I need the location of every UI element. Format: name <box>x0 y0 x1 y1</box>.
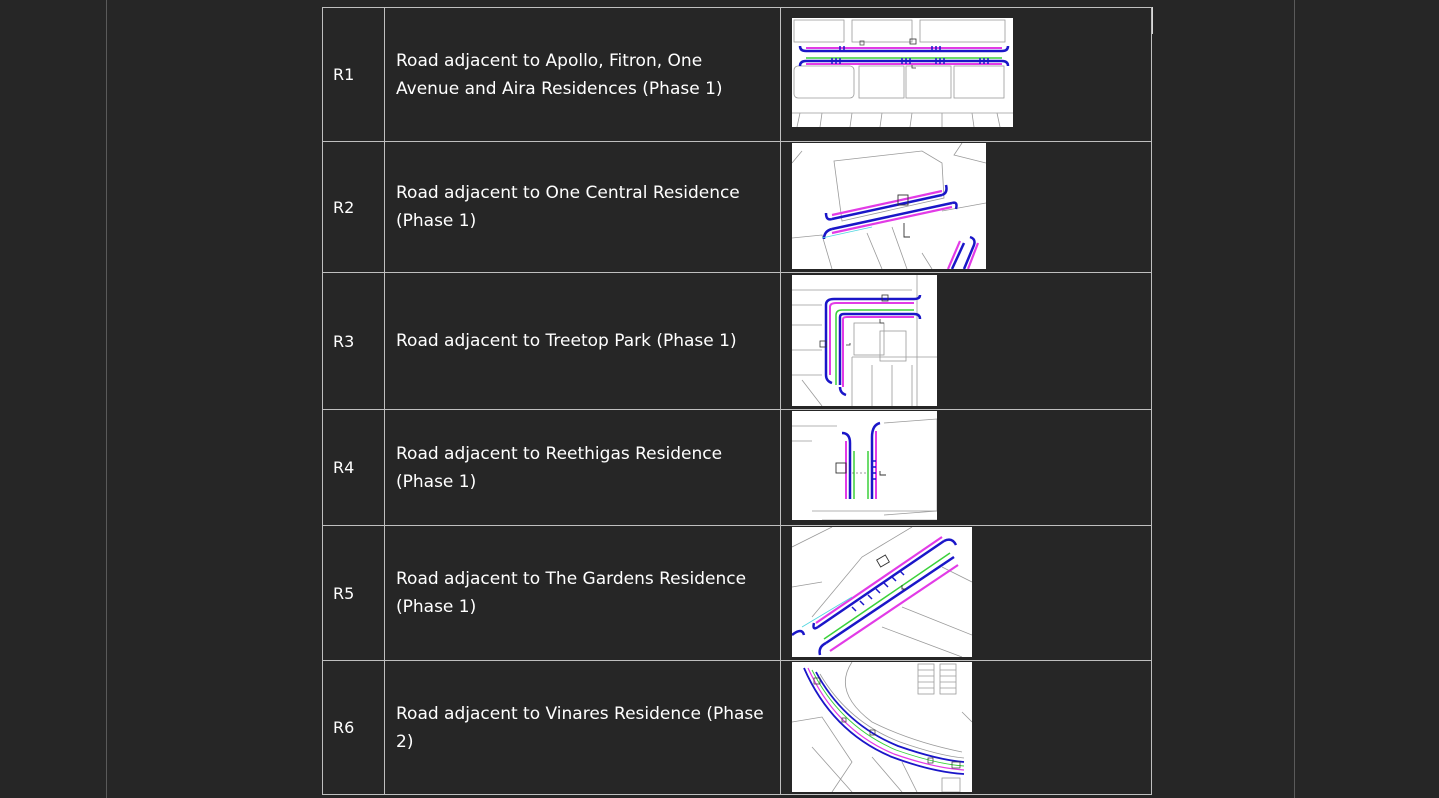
road-plan-map-straight[interactable] <box>792 18 1013 127</box>
road-id-cell[interactable] <box>322 272 385 410</box>
road-plan-map-corner[interactable] <box>792 275 937 406</box>
table-row <box>322 272 1152 410</box>
road-description-cell[interactable] <box>384 525 781 661</box>
road-description: Road adjacent to Apollo, Fitron, One Avenue and Aira Residences (Phase 1) <box>396 50 723 99</box>
road-id-cell[interactable] <box>322 525 385 661</box>
road-id-cell[interactable] <box>322 409 385 526</box>
road-plan-map-diagonal-steep[interactable] <box>792 527 972 657</box>
road-description-cell[interactable] <box>384 7 781 142</box>
road-description: Road adjacent to Vinares Residence (Phase 2) <box>396 703 764 752</box>
road-description-cell[interactable] <box>384 272 781 410</box>
table-row <box>322 409 1152 526</box>
table-row <box>322 660 1152 795</box>
road-plan-map-diagonal[interactable] <box>792 143 986 269</box>
road-description-cell[interactable] <box>384 409 781 526</box>
road-id: R3 <box>333 331 355 351</box>
road-map-cell[interactable] <box>780 7 1152 142</box>
table-row <box>322 141 1152 273</box>
text-cursor <box>1152 7 1153 34</box>
road-map-cell[interactable] <box>780 272 1152 410</box>
road-id: R1 <box>333 65 355 84</box>
road-map-cell[interactable] <box>780 525 1152 661</box>
road-map-cell[interactable] <box>780 141 1152 273</box>
road-description: Road adjacent to Reethigas Residence (Phase 1) <box>396 443 723 492</box>
road-id-cell[interactable] <box>322 7 385 142</box>
road-description-cell[interactable] <box>384 660 781 795</box>
road-id-cell[interactable] <box>322 141 385 273</box>
road-plan-map-curve[interactable] <box>792 662 972 792</box>
road-id: R4 <box>333 458 355 477</box>
road-map-cell[interactable] <box>780 660 1152 795</box>
road-description-cell[interactable] <box>384 141 781 273</box>
road-table <box>322 7 1152 795</box>
road-id: R2 <box>333 197 355 217</box>
road-description: Road adjacent to The Gardens Residence (Phase 1) <box>396 569 747 617</box>
road-id: R6 <box>333 718 355 737</box>
table-row <box>322 7 1152 142</box>
road-map-cell[interactable] <box>780 409 1152 526</box>
road-plan-map-vertical[interactable] <box>792 411 937 520</box>
road-description: Road adjacent to Treetop Park (Phase 1) <box>396 331 737 351</box>
table-row <box>322 525 1152 661</box>
road-id-cell[interactable] <box>322 660 385 795</box>
road-id: R5 <box>333 583 355 603</box>
road-description: Road adjacent to One Central Residence (Phase 1) <box>396 183 740 231</box>
